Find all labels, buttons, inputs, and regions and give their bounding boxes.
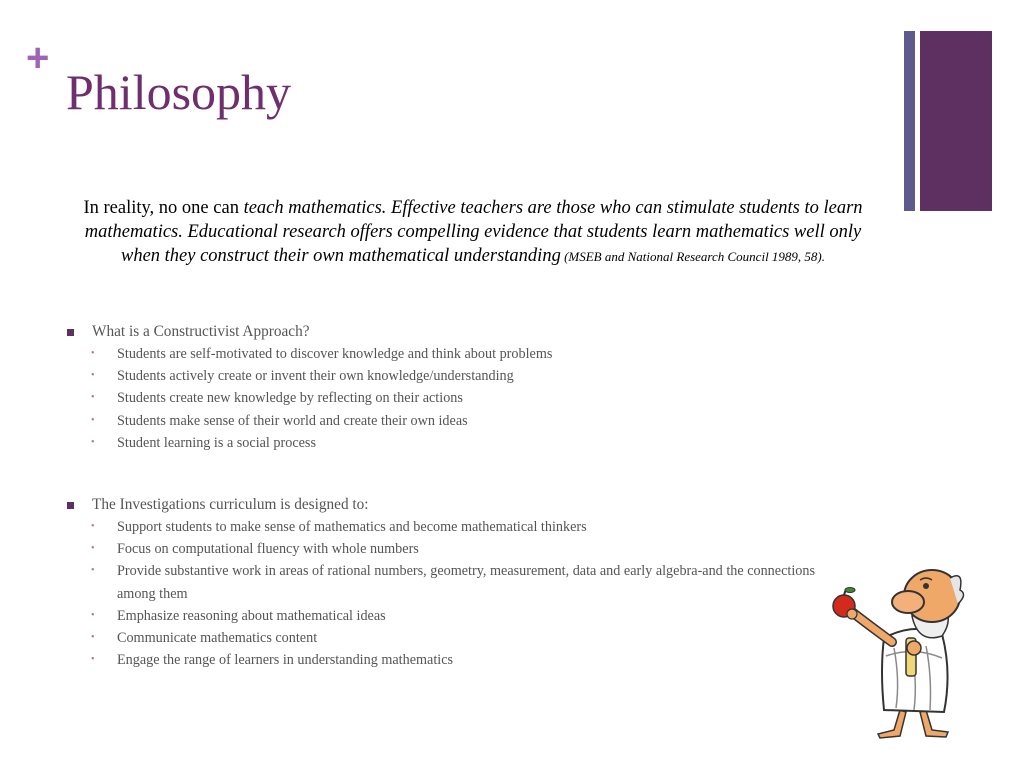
list-item-text: Support students to make sense of mathematics and become mathematical thinkers [117,519,587,536]
list-item-text: Students create new knowledge by reflecting on their actions [117,390,463,407]
dot-bullet-icon: • [91,392,95,404]
list-item [66,627,826,649]
list-item-text: Communicate mathematics content [117,630,318,647]
list-item-text: Provide substantive work in areas of rational numbers, geometry, measurement, data and early algebra-and the connections among them [117,563,815,602]
list-item [66,343,826,365]
square-bullet-icon [67,329,74,336]
page-title: Philosophy [66,64,292,120]
dot-bullet-icon: • [91,436,95,448]
dot-bullet-icon: • [91,543,95,555]
philosopher-with-apple-icon [822,560,984,740]
quote-italic: teach mathematics. Effective teachers are those who can stimulate students to learn mathematics. Educational research offers compelling evidence that students learn mathematics well only when they construct their own mathematical understanding [84,198,863,266]
list-item [66,605,826,627]
list-item-text: Student learning is a social process [117,434,316,451]
section-heading [66,321,826,343]
section-heading-text: What is a Constructivist Approach? [92,323,310,340]
section-heading [66,494,826,516]
list-item [66,387,826,409]
dot-bullet-icon: • [91,609,95,621]
dot-bullet-icon: • [91,632,95,644]
intro-quote [80,196,866,269]
quote-lead: In reality, no one can [83,198,244,218]
dot-bullet-icon: • [91,654,95,666]
list-item-text: Focus on computational fluency with whole numbers [117,541,419,558]
decorative-bar-thin [904,31,915,211]
list-item [66,560,826,604]
list-item [66,365,826,387]
list-item-text: Engage the range of learners in understanding mathematics [117,652,454,669]
list-item [66,516,826,538]
list-item-text: Students actively create or invent their own knowledge/understanding [117,368,514,385]
list-item [66,649,826,671]
dot-bullet-icon: • [91,348,95,359]
list-item [66,410,826,432]
plus-icon: + [26,36,50,80]
section-heading-text: The Investigations curriculum is designed to: [92,496,369,514]
decorative-bar-thick [920,31,992,211]
section-constructivist [66,321,826,454]
section-investigations [66,494,826,671]
list-item-text: Emphasize reasoning about mathematical ideas [117,607,386,624]
outline [66,321,826,711]
list-item-text: Students are self-motivated to discover knowledge and think about problems [117,346,553,362]
dot-bullet-icon: • [91,565,95,577]
dot-bullet-icon: • [91,370,95,382]
list-item-text: Students make sense of their world and create their own ideas [117,412,468,429]
dot-bullet-icon: • [91,521,95,533]
dot-bullet-icon: • [91,414,95,426]
quote-citation: (MSEB and National Research Council 1989, 58). [560,249,826,264]
list-item [66,538,826,560]
list-item [66,432,826,454]
square-bullet-icon [67,502,74,509]
